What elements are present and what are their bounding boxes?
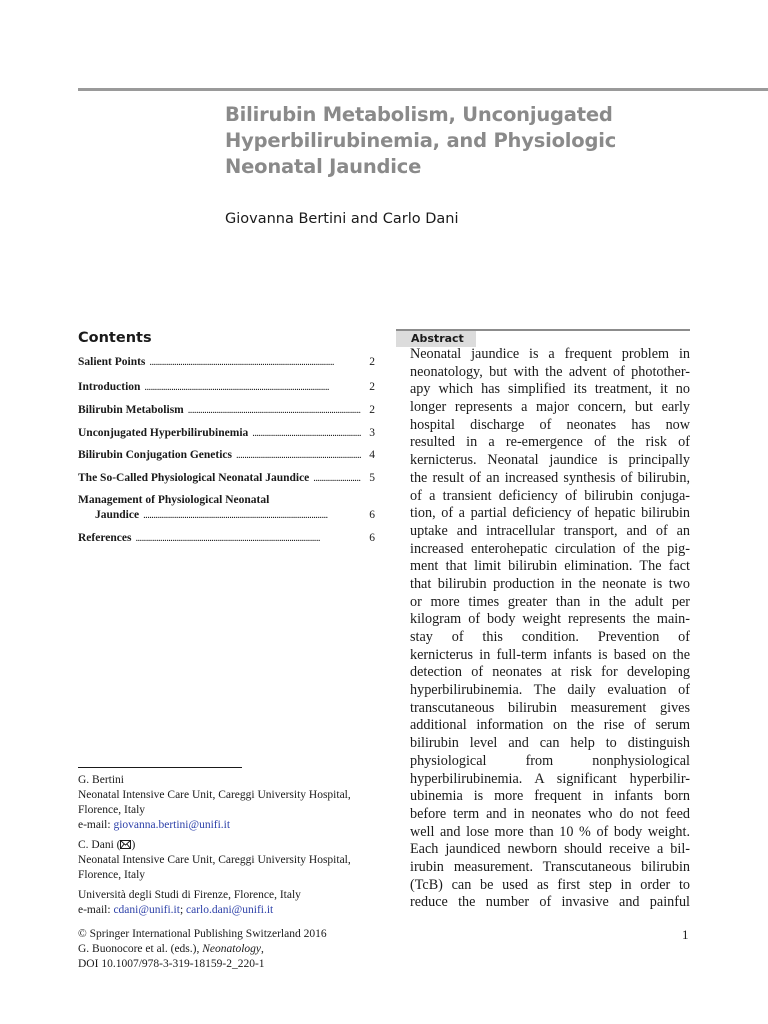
envelope-icon <box>120 840 131 849</box>
doi-line: DOI 10.1007/978-3-319-18159-2_220-1 <box>78 958 265 970</box>
abstract-line: detection of neonates at risk for developing <box>410 664 690 681</box>
affiliation-line: Neonatal Intensive Care Unit, Careggi University Hospital, <box>78 789 351 801</box>
toc-page-number: 4 <box>369 449 375 461</box>
abstract-label: Abstract <box>396 331 476 347</box>
toc-leader-dots <box>143 508 361 524</box>
abstract-line: that bilirubin production in the neonate is two <box>410 575 690 592</box>
citation-line <box>78 942 398 957</box>
abstract-body <box>410 346 690 912</box>
toc-page-number: 3 <box>369 427 375 439</box>
affiliation-line: Florence, Italy <box>78 869 146 881</box>
toc-entry-label: Management of Physiological Neonatal <box>78 494 270 506</box>
toc-entry-label: The So-Called Physiological Neonatal Jaundice <box>78 472 310 484</box>
author-name: C. Dani ( <box>78 839 121 851</box>
toc-entry[interactable] <box>78 379 375 396</box>
toc-entry-label: References <box>78 532 132 544</box>
abstract-line: bilirubin level and can help to distinguish <box>410 735 690 752</box>
abstract-line: irubin measurement. Transcutaneous bilirubin <box>410 858 690 875</box>
citation-prefix: G. Buonocore et al. (eds.), <box>78 943 203 955</box>
abstract-line: Each jaundiced newborn should receive a bil- <box>410 841 690 858</box>
abstract-line: or more times greater than in the adult per <box>410 593 690 610</box>
abstract-line: apy which has simplified its treatment, it no <box>410 381 690 398</box>
toc-entry-label: Unconjugated Hyperbilirubinemia <box>78 427 249 439</box>
toc-entry[interactable] <box>78 402 375 419</box>
abstract-line: before term and in neonates who do not feed <box>410 805 690 822</box>
contents-heading: Contents <box>78 330 152 346</box>
abstract-line: additional information on the rise of serum <box>410 717 690 734</box>
abstract-line: of a transient deficiency of bilirubin conjuga- <box>410 487 690 504</box>
chapter-title <box>225 102 745 180</box>
toc-entry-label: Salient Points <box>78 356 146 368</box>
email-line <box>78 818 388 833</box>
email-separator: ; <box>179 904 187 916</box>
toc-entry-first-line[interactable] <box>78 492 375 508</box>
toc-leader-dots <box>236 448 361 464</box>
page-number: 1 <box>682 927 689 942</box>
toc-page-number: 2 <box>369 404 375 416</box>
toc-leader-dots <box>144 380 361 396</box>
email-link[interactable]: giovanna.bertini@unifi.it <box>113 819 231 831</box>
affiliation-line: Florence, Italy <box>78 804 146 816</box>
email-link[interactable]: cdani@unifi.it <box>113 904 180 916</box>
title-line: Neonatal Jaundice <box>225 155 422 178</box>
affiliation-line: Università degli Studi di Firenze, Florence, Italy <box>78 889 301 901</box>
abstract-line: resulted in a re-emergence of the risk of <box>410 434 690 451</box>
author-name-line <box>78 838 388 853</box>
affiliation-bertini <box>78 773 388 833</box>
toc-page-number: 6 <box>369 509 375 521</box>
toc-leader-dots <box>252 426 361 442</box>
author-name: G. Bertini <box>78 774 124 786</box>
abstract-line: Neonatal jaundice is a frequent problem in <box>410 346 690 362</box>
title-line: Bilirubin Metabolism, Unconjugated <box>225 103 613 126</box>
toc-page-number: 5 <box>369 472 375 484</box>
toc-entry[interactable] <box>78 530 375 547</box>
abstract-line: physiological from nonphysiological <box>410 752 690 769</box>
toc-entry-label: Jaundice <box>95 509 140 521</box>
abstract-line: hyperbilirubinemia. A significant hyperbilir- <box>410 770 690 787</box>
book-title: Neonatology <box>202 943 262 955</box>
toc-entry[interactable] <box>78 354 375 371</box>
toc-leader-dots <box>313 471 361 487</box>
abstract-line: tion, of a partial deficiency of hepatic bilirubin <box>410 505 690 522</box>
abstract-line: kernicterus. Neonatal jaundice is principally <box>410 452 690 469</box>
authors: Giovanna Bertini and Carlo Dani <box>225 211 459 227</box>
email-prefix: e-mail: <box>78 819 114 831</box>
email-prefix: e-mail: <box>78 904 114 916</box>
copyright-line: © Springer International Publishing Switzerland 2016 <box>78 928 327 940</box>
affiliation-line: Neonatal Intensive Care Unit, Careggi University Hospital, <box>78 854 351 866</box>
abstract-line: stay of this condition. Prevention of <box>410 629 690 645</box>
toc-leader-dots <box>188 403 361 419</box>
toc-leader-dots <box>135 531 361 547</box>
abstract-line: hospital discharge of neonates has now <box>410 416 690 433</box>
toc-page-number: 2 <box>369 381 375 393</box>
toc-entry-label: Introduction <box>78 381 141 393</box>
toc-entry[interactable] <box>78 447 375 464</box>
citation-suffix: , <box>261 943 264 955</box>
abstract-line: the result of an increased synthesis of bilirubin, <box>410 469 690 486</box>
email-line <box>78 903 388 918</box>
footnote-rule <box>78 767 242 768</box>
copyright-block <box>78 927 398 972</box>
toc-page-number: 6 <box>369 532 375 544</box>
toc-leader-dots <box>149 355 361 371</box>
toc-entry-label: Bilirubin Metabolism <box>78 404 184 416</box>
abstract-line: uptake and intracellular transport, and of an <box>410 522 690 539</box>
abstract-line: kernicterus in full-term infants is based on the <box>410 646 690 663</box>
abstract-line: (TcB) can be used as first step in order to <box>410 876 690 893</box>
abstract-line: well and lose more than 10 % of body weight. <box>410 823 690 840</box>
abstract-line: hyperbilirubinemia. The daily evaluation of <box>410 682 690 699</box>
abstract-line: reduce the number of invasive and painful <box>410 894 690 911</box>
affiliation-dani <box>78 838 388 918</box>
abstract-line: longer represents a major concern, but early <box>410 399 690 416</box>
toc-entry-label: Bilirubin Conjugation Genetics <box>78 449 232 461</box>
abstract-line: neonatology, but with the advent of photother- <box>410 363 690 380</box>
abstract-line: increased enterohepatic circulation of the pig- <box>410 540 690 557</box>
title-line: Hyperbilirubinemia, and Physiologic <box>225 129 617 152</box>
toc-entry[interactable] <box>78 470 375 487</box>
toc-entry[interactable] <box>78 425 375 442</box>
abstract-line: transcutaneous bilirubin measurement gives <box>410 699 690 716</box>
toc-page-number: 2 <box>369 356 375 368</box>
top-rule <box>78 88 768 91</box>
abstract-line: ment that limit bilirubin elimination. The fact <box>410 558 690 575</box>
email-link[interactable]: carlo.dani@unifi.it <box>186 904 274 916</box>
author-name-suffix: ) <box>131 839 136 851</box>
abstract-line: kilogram of body weight represents the main- <box>410 611 690 628</box>
toc-entry[interactable] <box>78 507 375 524</box>
abstract-line: ubinemia is more frequent in infants born <box>410 788 690 805</box>
